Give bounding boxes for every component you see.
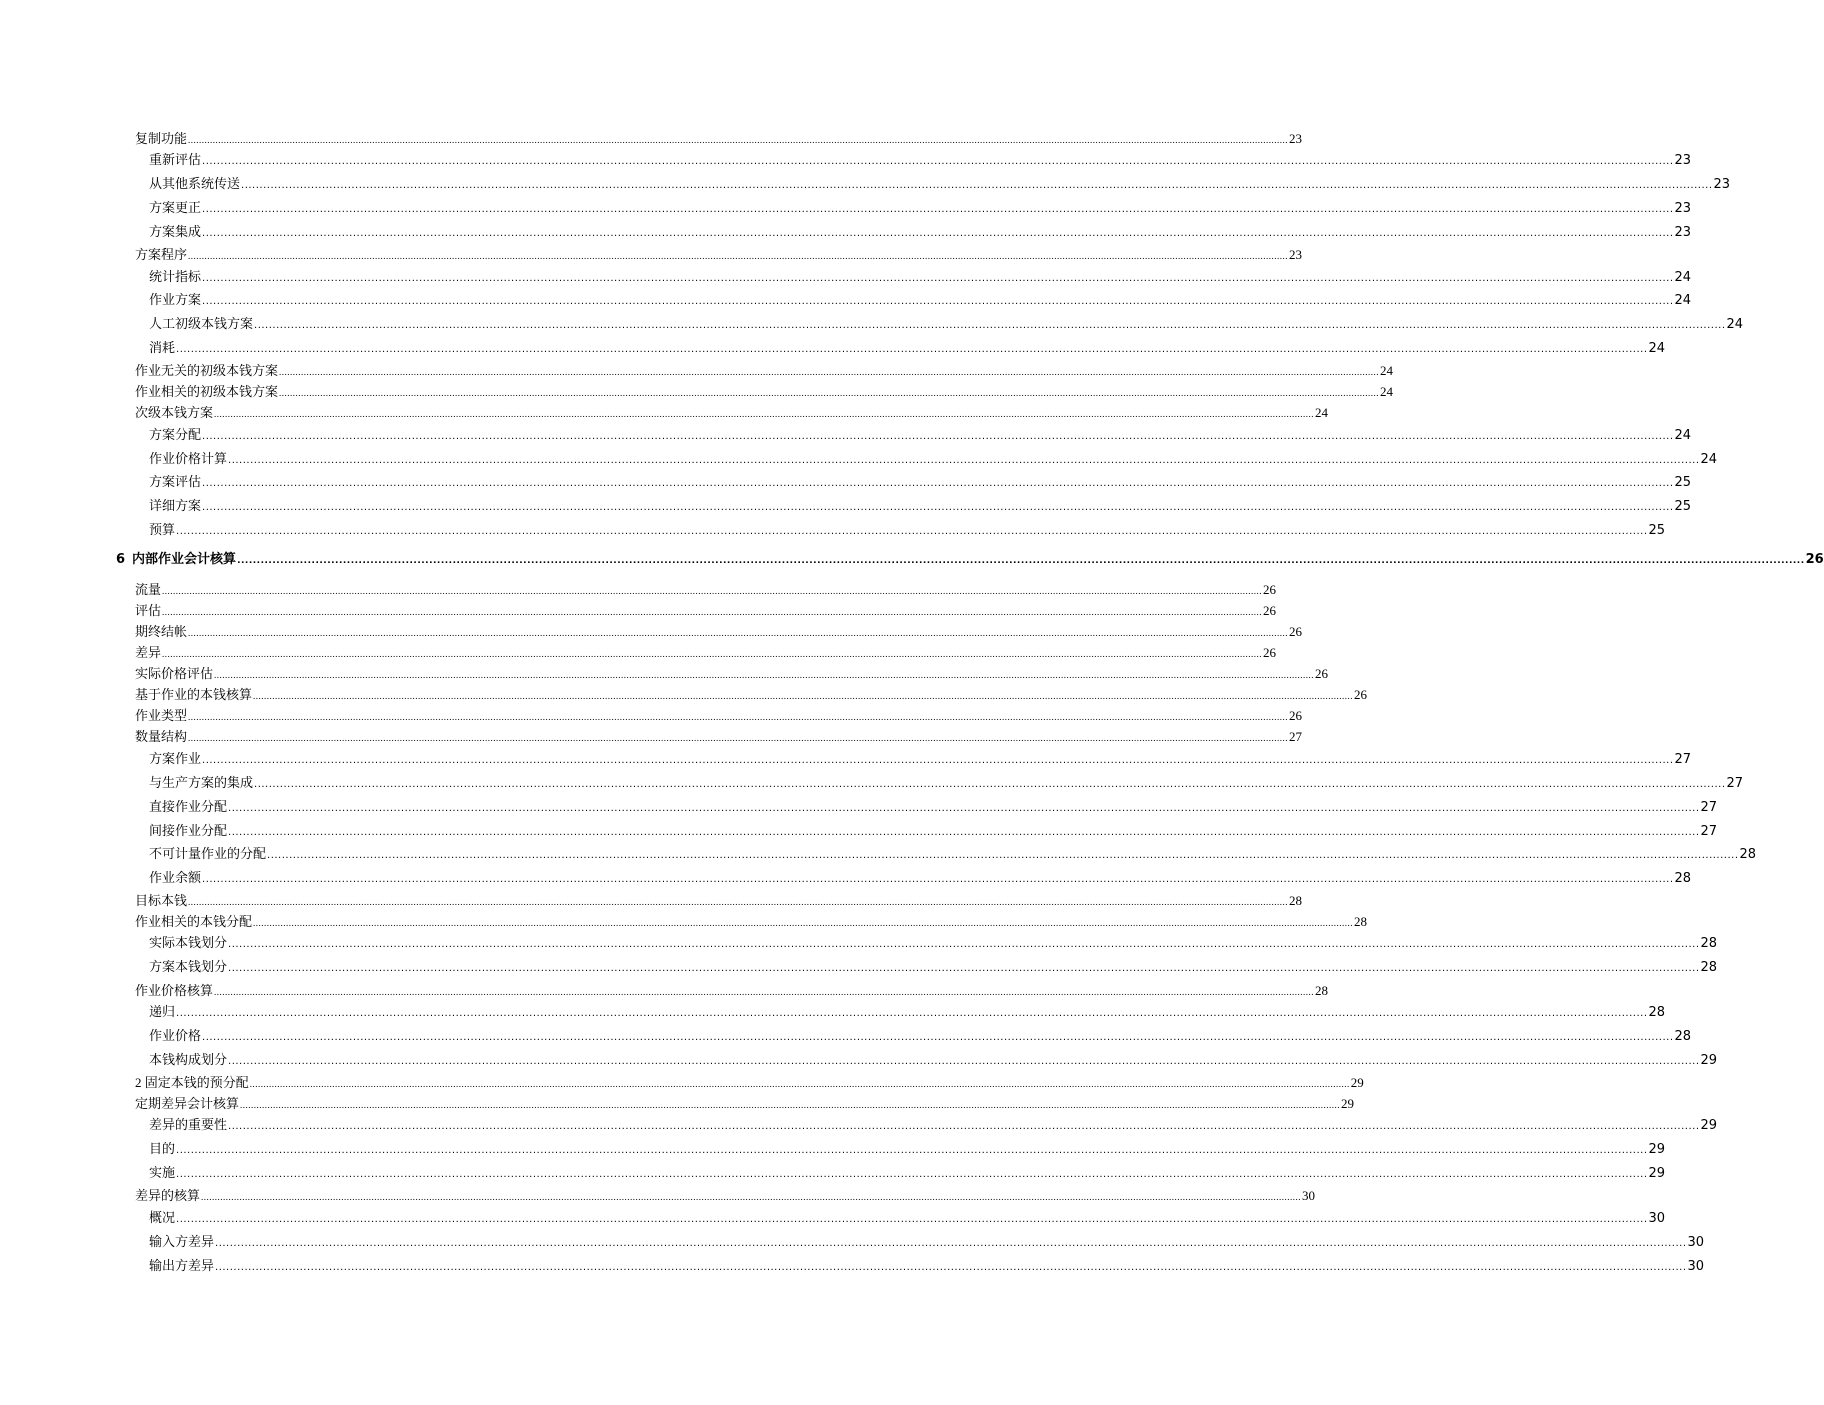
toc-leader-dots: ................................................................................................................................................................................................................................................................................................................................................................................................................ — [176, 1169, 1648, 1180]
toc-entry-label: 期终结帐 — [135, 624, 188, 639]
toc-entry[interactable] — [135, 382, 1394, 402]
toc-page-number: 25 — [1648, 523, 1666, 538]
toc-page-number: 27 — [1289, 729, 1303, 744]
toc-entry[interactable] — [149, 450, 1718, 470]
toc-leader-dots: ................................................................................................................................................................................................................................................................................................................................................................................................................ — [202, 296, 1674, 307]
toc-page-number: 28 — [1674, 871, 1692, 886]
toc-entry[interactable] — [149, 151, 1692, 171]
toc-leader-dots: ................................................................................................................................................................................................................................................................................................................................................................................................................ — [228, 1056, 1700, 1067]
toc-leader-dots: ................................................................................................................................................................................................................................................................................................................................................................................................................ — [176, 1214, 1648, 1225]
toc-page-number: 28 — [1739, 847, 1757, 862]
toc-page-number: 23 — [1713, 177, 1731, 192]
toc-entry-label: 间接作业分配 — [149, 824, 228, 839]
toc-page-number: 24 — [1674, 428, 1692, 443]
toc-entry-label: 从其他系统传送 — [149, 177, 241, 192]
toc-leader-dots: ................................................................................................................................................................................................................................................................................................................................................................................................................ — [201, 1192, 1302, 1202]
toc-leader-dots: ................................................................................................................................................................................................................................................................................................................................................................................................................ — [228, 1121, 1700, 1132]
toc-leader-dots: ................................................................................................................................................................................................................................................................................................................................................................................................................ — [215, 1262, 1687, 1273]
toc-entry-label: 差异的核算 — [135, 1188, 201, 1203]
toc-page-number: 30 — [1648, 1211, 1666, 1226]
toc-entry[interactable] — [135, 129, 1303, 149]
toc-entry-label: 实际价格评估 — [135, 666, 214, 681]
toc-entry-label: 作业价格 — [149, 1029, 202, 1044]
toc-page-number: 27 — [1726, 776, 1744, 791]
toc-leader-dots: ................................................................................................................................................................................................................................................................................................................................................................................................................ — [176, 344, 1648, 355]
toc-entry[interactable] — [149, 175, 1731, 195]
toc-entry-label: 本钱构成划分 — [149, 1053, 228, 1068]
toc-page-number: 28 — [1289, 893, 1303, 908]
toc-entry-label: 方案评估 — [149, 475, 202, 490]
toc-entry-label: 消耗 — [149, 341, 176, 356]
toc-page-number: 29 — [1341, 1096, 1355, 1111]
toc-page-number: 28 — [1315, 983, 1329, 998]
toc-leader-dots: ................................................................................................................................................................................................................................................................................................................................................................................................................ — [249, 1079, 1350, 1089]
toc-leader-dots: ................................................................................................................................................................................................................................................................................................................................................................................................................ — [202, 874, 1674, 885]
toc-leader-dots: ................................................................................................................................................................................................................................................................................................................................................................................................................ — [176, 1145, 1648, 1156]
toc-leader-dots: ................................................................................................................................................................................................................................................................................................................................................................................................................ — [176, 1008, 1648, 1019]
toc-entry[interactable] — [149, 958, 1718, 978]
toc-entry[interactable] — [135, 361, 1394, 381]
toc-leader-dots: ................................................................................................................................................................................................................................................................................................................................................................................................................ — [228, 963, 1700, 974]
toc-entry-label: 定期差异会计核算 — [135, 1096, 240, 1111]
toc-leader-dots: ................................................................................................................................................................................................................................................................................................................................................................................................................ — [162, 649, 1263, 659]
toc-entry-label: 预算 — [149, 523, 176, 538]
toc-page-number: 23 — [1674, 225, 1692, 240]
toc-entry-label: 实施 — [149, 1166, 176, 1181]
toc-entry[interactable] — [149, 1164, 1666, 1184]
toc-entry-label: 方案程序 — [135, 247, 188, 262]
toc-entry[interactable] — [149, 1116, 1718, 1136]
toc-leader-dots: ................................................................................................................................................................................................................................................................................................................................................................................................................ — [188, 897, 1289, 907]
toc-page-number: 28 — [1700, 960, 1718, 975]
toc-entry[interactable] — [116, 550, 1824, 570]
toc-page-number: 24 — [1674, 270, 1692, 285]
toc-entry[interactable] — [135, 245, 1303, 265]
toc-leader-dots: ................................................................................................................................................................................................................................................................................................................................................................................................................ — [162, 607, 1263, 617]
toc-entry[interactable] — [149, 426, 1692, 446]
toc-entry-label: 内部作业会计核算 — [132, 552, 237, 567]
toc-page-number: 24 — [1648, 341, 1666, 356]
toc-entry[interactable] — [149, 1051, 1718, 1071]
toc-entry[interactable] — [149, 798, 1718, 818]
toc-leader-dots: ................................................................................................................................................................................................................................................................................................................................................................................................................ — [188, 628, 1289, 638]
toc-entry[interactable] — [135, 643, 1277, 663]
toc-entry-label: 方案更正 — [149, 201, 202, 216]
toc-entry[interactable] — [135, 891, 1303, 911]
toc-leader-dots: ................................................................................................................................................................................................................................................................................................................................................................................................................ — [202, 156, 1674, 167]
toc-entry[interactable] — [149, 339, 1666, 359]
toc-leader-dots: ................................................................................................................................................................................................................................................................................................................................................................................................................ — [162, 586, 1263, 596]
toc-entry-label: 作业无关的初级本钱方案 — [135, 363, 279, 378]
toc-leader-dots: ................................................................................................................................................................................................................................................................................................................................................................................................................ — [176, 526, 1648, 537]
toc-entry[interactable] — [149, 1233, 1705, 1253]
toc-entry[interactable] — [149, 1003, 1666, 1023]
toc-leader-dots: ................................................................................................................................................................................................................................................................................................................................................................................................................ — [202, 273, 1674, 284]
toc-entry-label: 人工初级本钱方案 — [149, 317, 254, 332]
toc-entry[interactable] — [135, 685, 1368, 705]
toc-entry-label: 方案集成 — [149, 225, 202, 240]
toc-entry-label: 差异 — [135, 645, 162, 660]
toc-page-number: 26 — [1315, 666, 1329, 681]
toc-leader-dots: ................................................................................................................................................................................................................................................................................................................................................................................................................ — [237, 556, 1805, 566]
toc-entry-label: 次级本钱方案 — [135, 405, 214, 420]
toc-entry[interactable] — [135, 403, 1329, 423]
toc-leader-dots: ................................................................................................................................................................................................................................................................................................................................................................................................................ — [214, 987, 1315, 997]
toc-page-number: 29 — [1700, 1118, 1718, 1133]
toc-leader-dots: ................................................................................................................................................................................................................................................................................................................................................................................................................ — [254, 779, 1726, 790]
toc-entry-label: 目的 — [149, 1142, 176, 1157]
toc-entry-label: 详细方案 — [149, 499, 202, 514]
toc-leader-dots: ................................................................................................................................................................................................................................................................................................................................................................................................................ — [214, 670, 1315, 680]
toc-page-number: 23 — [1289, 247, 1303, 262]
toc-entry[interactable] — [149, 774, 1744, 794]
toc-entry[interactable] — [135, 1094, 1355, 1114]
toc-page-number: 29 — [1648, 1142, 1666, 1157]
toc-page-number: 28 — [1648, 1005, 1666, 1020]
toc-leader-dots: ................................................................................................................................................................................................................................................................................................................................................................................................................ — [214, 409, 1315, 419]
toc-page-number: 23 — [1674, 201, 1692, 216]
toc-page-number: 26 — [1263, 603, 1277, 618]
toc-entry-label: 概况 — [149, 1211, 176, 1226]
toc-page-number: 28 — [1354, 914, 1368, 929]
toc-page-number: 27 — [1674, 752, 1692, 767]
toc-page-number: 24 — [1700, 452, 1718, 467]
toc-entry-label: 作业相关的本钱分配 — [135, 914, 253, 929]
toc-entry[interactable] — [149, 291, 1692, 311]
toc-entry[interactable] — [149, 223, 1692, 243]
toc-page-number: 24 — [1380, 363, 1394, 378]
toc-entry[interactable] — [149, 822, 1718, 842]
toc-leader-dots: ................................................................................................................................................................................................................................................................................................................................................................................................................ — [188, 135, 1289, 145]
toc-page-number: 26 — [1354, 687, 1368, 702]
toc-entry-label: 作业价格核算 — [135, 983, 214, 998]
toc-page-number: 29 — [1700, 1053, 1718, 1068]
toc-entry-label: 2 固定本钱的预分配 — [135, 1075, 249, 1090]
toc-leader-dots: ................................................................................................................................................................................................................................................................................................................................................................................................................ — [202, 204, 1674, 215]
toc-entry[interactable] — [135, 912, 1368, 932]
toc-entry[interactable] — [149, 473, 1692, 493]
toc-entry-label: 流量 — [135, 582, 162, 597]
toc-entry[interactable] — [135, 601, 1277, 621]
toc-entry[interactable] — [135, 622, 1303, 642]
toc-entry-label: 方案本钱划分 — [149, 960, 228, 975]
toc-entry[interactable] — [135, 706, 1303, 726]
toc-leader-dots: ................................................................................................................................................................................................................................................................................................................................................................................................................ — [188, 712, 1289, 722]
toc-page-number: 23 — [1674, 153, 1692, 168]
toc-entry-label: 作业相关的初级本钱方案 — [135, 384, 279, 399]
toc-page-number: 27 — [1700, 800, 1718, 815]
toc-page-number: 25 — [1674, 475, 1692, 490]
toc-entry[interactable] — [149, 845, 1757, 865]
toc-entry[interactable] — [149, 521, 1666, 541]
toc-page-number: 26 — [1263, 582, 1277, 597]
toc-entry-label: 目标本钱 — [135, 893, 188, 908]
toc-leader-dots: ................................................................................................................................................................................................................................................................................................................................................................................................................ — [241, 180, 1713, 191]
toc-entry-label: 重新评估 — [149, 153, 202, 168]
toc-leader-dots: ................................................................................................................................................................................................................................................................................................................................................................................................................ — [202, 228, 1674, 239]
toc-page-number: 24 — [1380, 384, 1394, 399]
toc-entry-label: 差异的重要性 — [149, 1118, 228, 1133]
toc-leader-dots: ................................................................................................................................................................................................................................................................................................................................................................................................................ — [202, 755, 1674, 766]
toc-entry[interactable] — [149, 315, 1744, 335]
toc-leader-dots: ................................................................................................................................................................................................................................................................................................................................................................................................................ — [228, 939, 1700, 950]
toc-entry[interactable] — [135, 981, 1329, 1001]
toc-page-number: 26 — [1263, 645, 1277, 660]
toc-entry[interactable] — [135, 727, 1303, 747]
toc-page-number: 26 — [1289, 624, 1303, 639]
toc-page-number: 25 — [1674, 499, 1692, 514]
toc-entry-label: 数量结构 — [135, 729, 188, 744]
toc-entry-label: 作业类型 — [135, 708, 188, 723]
toc-leader-dots: ................................................................................................................................................................................................................................................................................................................................................................................................................ — [202, 478, 1674, 489]
toc-page-number: 27 — [1700, 824, 1718, 839]
toc-entry-label: 复制功能 — [135, 131, 188, 146]
toc-entry[interactable] — [135, 580, 1277, 600]
toc-leader-dots: ................................................................................................................................................................................................................................................................................................................................................................................................................ — [228, 827, 1700, 838]
toc-leader-dots: ................................................................................................................................................................................................................................................................................................................................................................................................................ — [240, 1100, 1341, 1110]
toc-entry-label: 作业价格计算 — [149, 452, 228, 467]
toc-leader-dots: ................................................................................................................................................................................................................................................................................................................................................................................................................ — [202, 1032, 1674, 1043]
toc-page-number: 26 — [1805, 552, 1824, 567]
toc-page-number: 29 — [1648, 1166, 1666, 1181]
toc-page-number: 24 — [1315, 405, 1329, 420]
toc-page-number: 23 — [1289, 131, 1303, 146]
toc-entry-label: 作业方案 — [149, 293, 202, 308]
toc-page-number: 30 — [1687, 1259, 1705, 1274]
toc-entry[interactable] — [149, 497, 1692, 517]
toc-entry[interactable] — [149, 1257, 1705, 1277]
toc-entry[interactable] — [135, 1186, 1316, 1206]
toc-entry[interactable] — [135, 664, 1329, 684]
toc-leader-dots: ................................................................................................................................................................................................................................................................................................................................................................................................................ — [188, 733, 1289, 743]
toc-page-number: 30 — [1302, 1188, 1316, 1203]
toc-leader-dots: ................................................................................................................................................................................................................................................................................................................................................................................................................ — [253, 691, 1354, 701]
toc-leader-dots: ................................................................................................................................................................................................................................................................................................................................................................................................................ — [279, 367, 1380, 377]
toc-page-number: 30 — [1687, 1235, 1705, 1250]
toc-page-number: 28 — [1674, 1029, 1692, 1044]
toc-leader-dots: ................................................................................................................................................................................................................................................................................................................................................................................................................ — [267, 850, 1739, 861]
toc-entry-label: 输出方差异 — [149, 1259, 215, 1274]
toc-page-number: 28 — [1700, 936, 1718, 951]
toc-entry[interactable] — [149, 869, 1692, 889]
toc-chapter-number: 6 — [116, 552, 126, 567]
toc-entry-label: 实际本钱划分 — [149, 936, 228, 951]
toc-entry[interactable] — [149, 1209, 1666, 1229]
toc-page-number: 29 — [1350, 1075, 1364, 1090]
toc-page-number: 26 — [1289, 708, 1303, 723]
toc-entry[interactable] — [149, 199, 1692, 219]
toc-entry[interactable] — [149, 750, 1692, 770]
toc-entry-label: 基于作业的本钱核算 — [135, 687, 253, 702]
toc-entry-label: 方案分配 — [149, 428, 202, 443]
toc-entry[interactable] — [135, 1073, 1364, 1093]
toc-entry-label: 直接作业分配 — [149, 800, 228, 815]
toc-entry-label: 作业余额 — [149, 871, 202, 886]
toc-leader-dots: ................................................................................................................................................................................................................................................................................................................................................................................................................ — [254, 320, 1726, 331]
toc-entry[interactable] — [149, 268, 1692, 288]
toc-entry[interactable] — [149, 1140, 1666, 1160]
toc-entry-label: 与生产方案的集成 — [149, 776, 254, 791]
toc-leader-dots: ................................................................................................................................................................................................................................................................................................................................................................................................................ — [202, 502, 1674, 513]
toc-entry-label: 不可计量作业的分配 — [149, 847, 267, 862]
toc-entry[interactable] — [149, 1027, 1692, 1047]
toc-page-number: 24 — [1726, 317, 1744, 332]
toc-leader-dots: ................................................................................................................................................................................................................................................................................................................................................................................................................ — [253, 918, 1354, 928]
toc-leader-dots: ................................................................................................................................................................................................................................................................................................................................................................................................................ — [188, 251, 1289, 261]
toc-entry-label: 评估 — [135, 603, 162, 618]
toc-leader-dots: ................................................................................................................................................................................................................................................................................................................................................................................................................ — [228, 803, 1700, 814]
toc-entry-label: 统计指标 — [149, 270, 202, 285]
toc-entry[interactable] — [149, 934, 1718, 954]
toc-entry-label: 输入方差异 — [149, 1235, 215, 1250]
toc-leader-dots: ................................................................................................................................................................................................................................................................................................................................................................................................................ — [215, 1238, 1687, 1249]
toc-leader-dots: ................................................................................................................................................................................................................................................................................................................................................................................................................ — [228, 455, 1700, 466]
toc-leader-dots: ................................................................................................................................................................................................................................................................................................................................................................................................................ — [202, 431, 1674, 442]
toc-entry-label: 方案作业 — [149, 752, 202, 767]
toc-page-number: 24 — [1674, 293, 1692, 308]
toc-leader-dots: ................................................................................................................................................................................................................................................................................................................................................................................................................ — [279, 388, 1380, 398]
toc-entry-label: 递归 — [149, 1005, 176, 1020]
